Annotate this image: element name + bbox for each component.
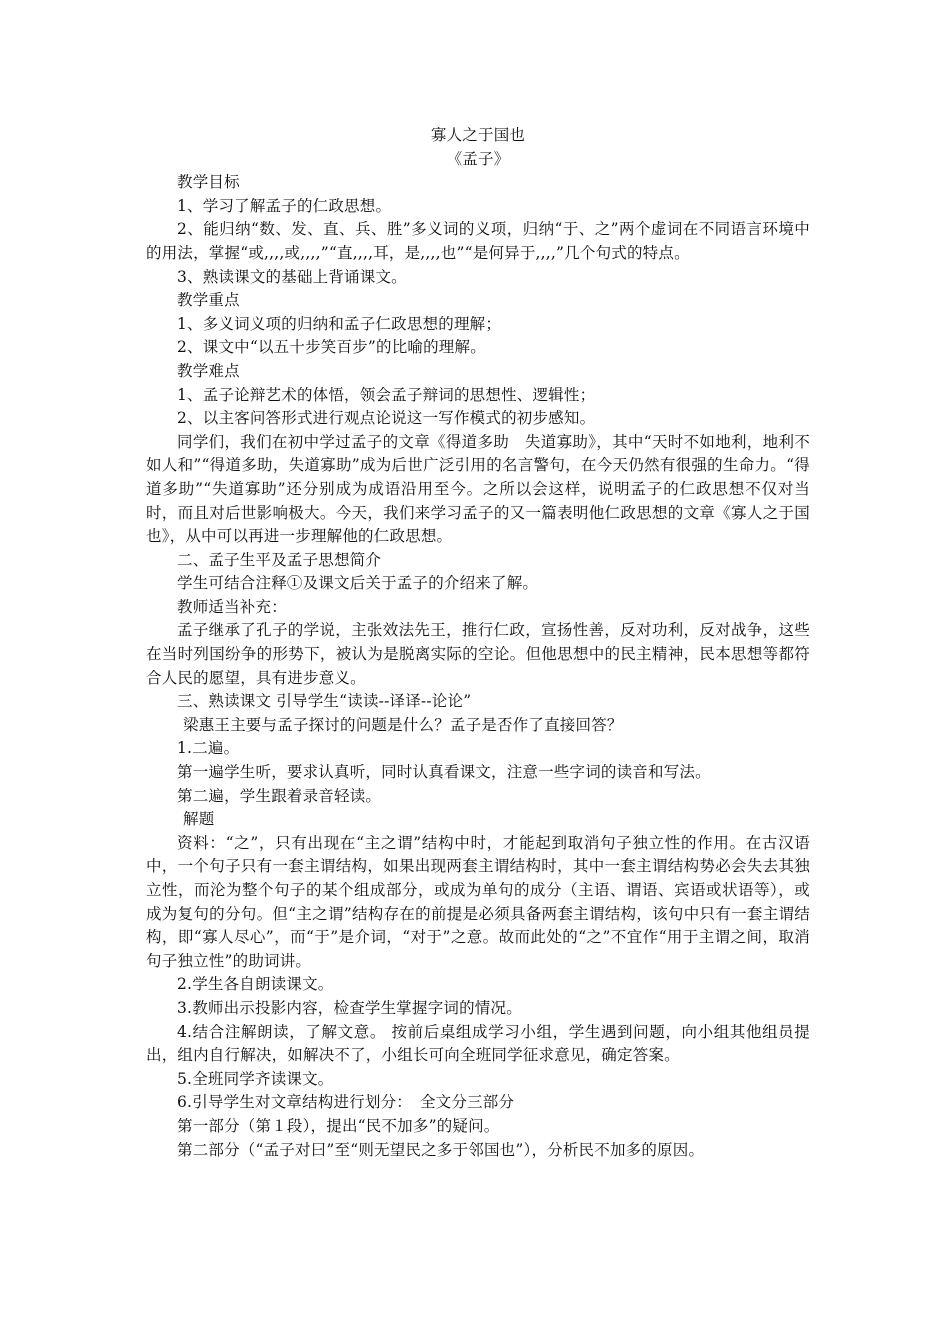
step-3: 3.教师出示投影内容，检查学生掌握字词的情况。 xyxy=(177,998,522,1017)
heading-teaching-goals: 教学目标 xyxy=(177,173,240,192)
step-2: 2.学生各自朗读课文。 xyxy=(177,975,334,994)
step-4: 4.结合注解朗读，了解文意。 按前后桌组成学习小组，学生遇到问题，向小组其他组员提出，组内自行解决，如解决不了，小组长可向全班同学征求意见，确定答案。 xyxy=(146,1022,810,1065)
document-title: 寡人之于国也 xyxy=(430,126,526,144)
goal-item-1: 1、学习了解孟子的仁政思想。 xyxy=(177,196,392,215)
heading-mencius-intro: 二、孟子生平及孟子思想简介 xyxy=(177,550,382,569)
goal-item-3: 3、熟读课文的基础上背诵课文。 xyxy=(177,267,407,286)
intro-paragraph: 同学们，我们在初中学过孟子的文章《得道多助 失道寡助》，其中“天时不如地利，地利不如人和”“得道多助，失道寡助”成为后世广泛引用的名言警句，在今天仍然有很强的生命力。“得道多助”“失道寡助”还分别成为成语沿用至今。之所以会这样，说明孟子的仁政思想不仅对当时，而且对后世影响极大。今天，我们来学习孟子的又一篇表明他仁政思想的文章《寡人之于国也》，从中可以再进一步理解他的仁政思想。 xyxy=(146,432,810,546)
difficulty-item-1: 1、孟子论辩艺术的体悟，领会孟子辩词的思想性、逻辑性； xyxy=(177,385,596,404)
step-1: 1.二遍。 xyxy=(177,739,240,758)
focus-item-1: 1、多义词义项的归纳和孟子仁政思想的理解； xyxy=(177,314,502,333)
mencius-thought-paragraph: 孟子继承了孔子的学说，主张效法先王，推行仁政，宣扬性善，反对功利，反对战争，这些在当时列国纷争的形势下，被认为是脱离实际的空论。但他思想中的民主精神，民本思想等都符合人民的愿望，具有进步意义。 xyxy=(146,621,810,687)
step-6: 6.引导学生对文章结构进行划分： 全文分三部分 xyxy=(177,1093,515,1112)
focus-item-2: 2、课文中“以五十步笑百步”的比喻的理解。 xyxy=(177,338,486,357)
document-body xyxy=(146,124,810,1162)
heading-teaching-focus: 教学重点 xyxy=(177,291,240,310)
document-author: 《孟子》 xyxy=(446,149,510,168)
structure-part-1: 第一部分（第１段），提出“民不加多”的疑问。 xyxy=(177,1116,500,1135)
mencius-note-paragraph: 学生可结合注释①及课文后关于孟子的介绍来了解。 xyxy=(177,574,539,593)
first-reading-paragraph: 第一遍学生听，要求认真听，同时认真看课文，注意一些字词的读音和写法。 xyxy=(177,763,711,782)
teacher-supplement-label: 教师适当补充： xyxy=(177,597,287,616)
heading-title-explanation: 解题 xyxy=(183,810,215,829)
material-paragraph: 资料：“之”，只有出现在“主之谓”结构中时，才能起到取消句子独立性的作用。在古汉语中，一个句子只有一套主谓结构，如果出现两套主谓结构时，其中一套主谓结构势必会失去其独立性，而沦为整个句子的某个组成部分，或成为单句的成分（主语、谓语、宾语或状语等），或成为复句的分句。但“主之谓”结构存在的前提是必须具备两套主谓结构，该句中只有一套主谓结构，即“寡人尽心”，而“于”是介词，“对于”之意。故而此处的“之”不宜作“用于主谓之间，取消句子独立性”的助词讲。 xyxy=(146,833,810,970)
heading-teaching-difficulty: 教学难点 xyxy=(177,361,240,380)
structure-part-2: 第二部分（“孟子对曰”至“则无望民之多于邻国也”），分析民不加多的原因。 xyxy=(177,1140,705,1159)
goal-item-2: 2、能归纳“数、发、直、兵、胜”多义词的义项，归纳“于、之”两个虚词在不同语言环境中的用法，掌握“或,,,,或,,,,”“直,,,,耳，是,,,,也”“是何异于,,,,”几个句式的特点。 xyxy=(146,220,810,262)
difficulty-item-2: 2、以主客问答形式进行观点论说这一写作模式的初步感知。 xyxy=(177,409,596,428)
step-5: 5.全班同学齐读课文。 xyxy=(177,1069,334,1088)
heading-read-text: 三、熟读课文 引导学生“读读--译译--论论” xyxy=(177,692,472,711)
question-paragraph: 梁惠王主要与孟子探讨的问题是什么？孟子是否作了直接回答？ xyxy=(183,715,623,734)
second-reading-paragraph: 第二遍，学生跟着录音轻读。 xyxy=(177,786,382,805)
